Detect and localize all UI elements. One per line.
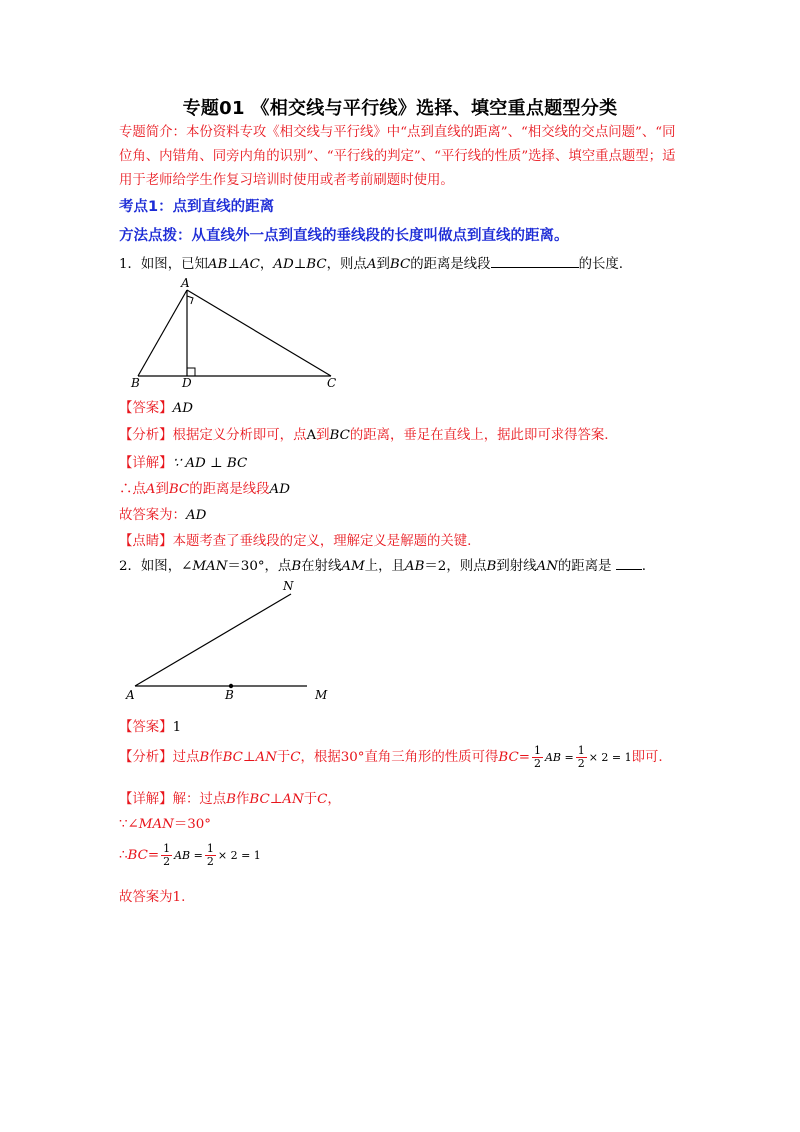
label-b: B [131,376,140,388]
fraction-half-2: $\frac{1}{2}$ [577,744,585,770]
label-a: A [181,276,190,290]
method-tip: 方法点拨：从直线外一点到直线的垂线段的长度叫做点到直线的距离。 [119,228,569,244]
label-b2: B [225,688,234,702]
topic-intro: 专题简介：本份资料专攻《相交线与平行线》中“点到直线的距离”、“相交线的交点问题”、“同位角、内错角、同旁内角的识别”、“平行线的判定”、“平行线的性质”选择、填空重点题型；适用于老师给学生作复习培训时使用或者考前刷题时使用。 [119,125,676,188]
question-2: 2．如图，∠MAN＝30°，点B在射线AM上，且AB＝2，则点B到射线AN的距离是 . [119,559,647,574]
label-a2: A [126,688,135,702]
fraction-half-4: $\frac{1}{2}$ [206,842,214,868]
label-d: D [182,376,192,388]
triangle-figure [119,276,349,388]
fraction-half-3: $\frac{1}{2}$ [163,842,171,868]
q1-detail: 【详解】∵ AD ⊥ BC [119,456,248,471]
q1-detail-line3: 故答案为：AD [119,508,207,523]
q1-analysis: 【分析】根据定义分析即可，点A到BC的距离，垂足在直线上，据此即可求得答案. [119,428,609,443]
fraction-half: $\frac{1}{2}$ [533,744,541,770]
q2-final: 故答案为1. [119,890,186,905]
label-m: M [315,688,328,702]
q2-analysis: 【分析】过点B作BC⊥AN于C，根据30°直角三角形的性质可得BC= $\frac{1}{2}$ AB = $\frac{1}{2}$ × 2 = 1即可. [119,744,663,770]
q2-detail-line2: ∵∠MAN＝30° [119,817,211,832]
q1-comment: 【点睛】本题考查了垂线段的定义，理解定义是解题的关键. [119,534,472,549]
angle-figure [119,578,339,704]
question-1: 1．如图，已知AB⊥AC，AD⊥BC，则点A到BC的距离是线段 的长度. [119,257,623,272]
q2-answer: 【答案】1 [119,720,182,735]
q1-answer: 【答案】AD [119,401,193,416]
section-heading: 考点1：点到直线的距离 [119,199,275,215]
q2-detail-line3: ∴BC= $\frac{1}{2}$ AB = $\frac{1}{2}$ × 2 = 1 [119,842,261,868]
answer-blank [491,255,579,268]
page-title: 专题01 《相交线与平行线》选择、填空重点题型分类 [182,98,618,119]
answer-blank-2 [616,557,642,570]
q2-detail: 【详解】解：过点B作BC⊥AN于C， [119,792,341,807]
label-c: C [327,376,337,388]
q1-detail-line2: ∴点A到BC的距离是线段AD [119,482,290,497]
label-n: N [283,579,294,593]
